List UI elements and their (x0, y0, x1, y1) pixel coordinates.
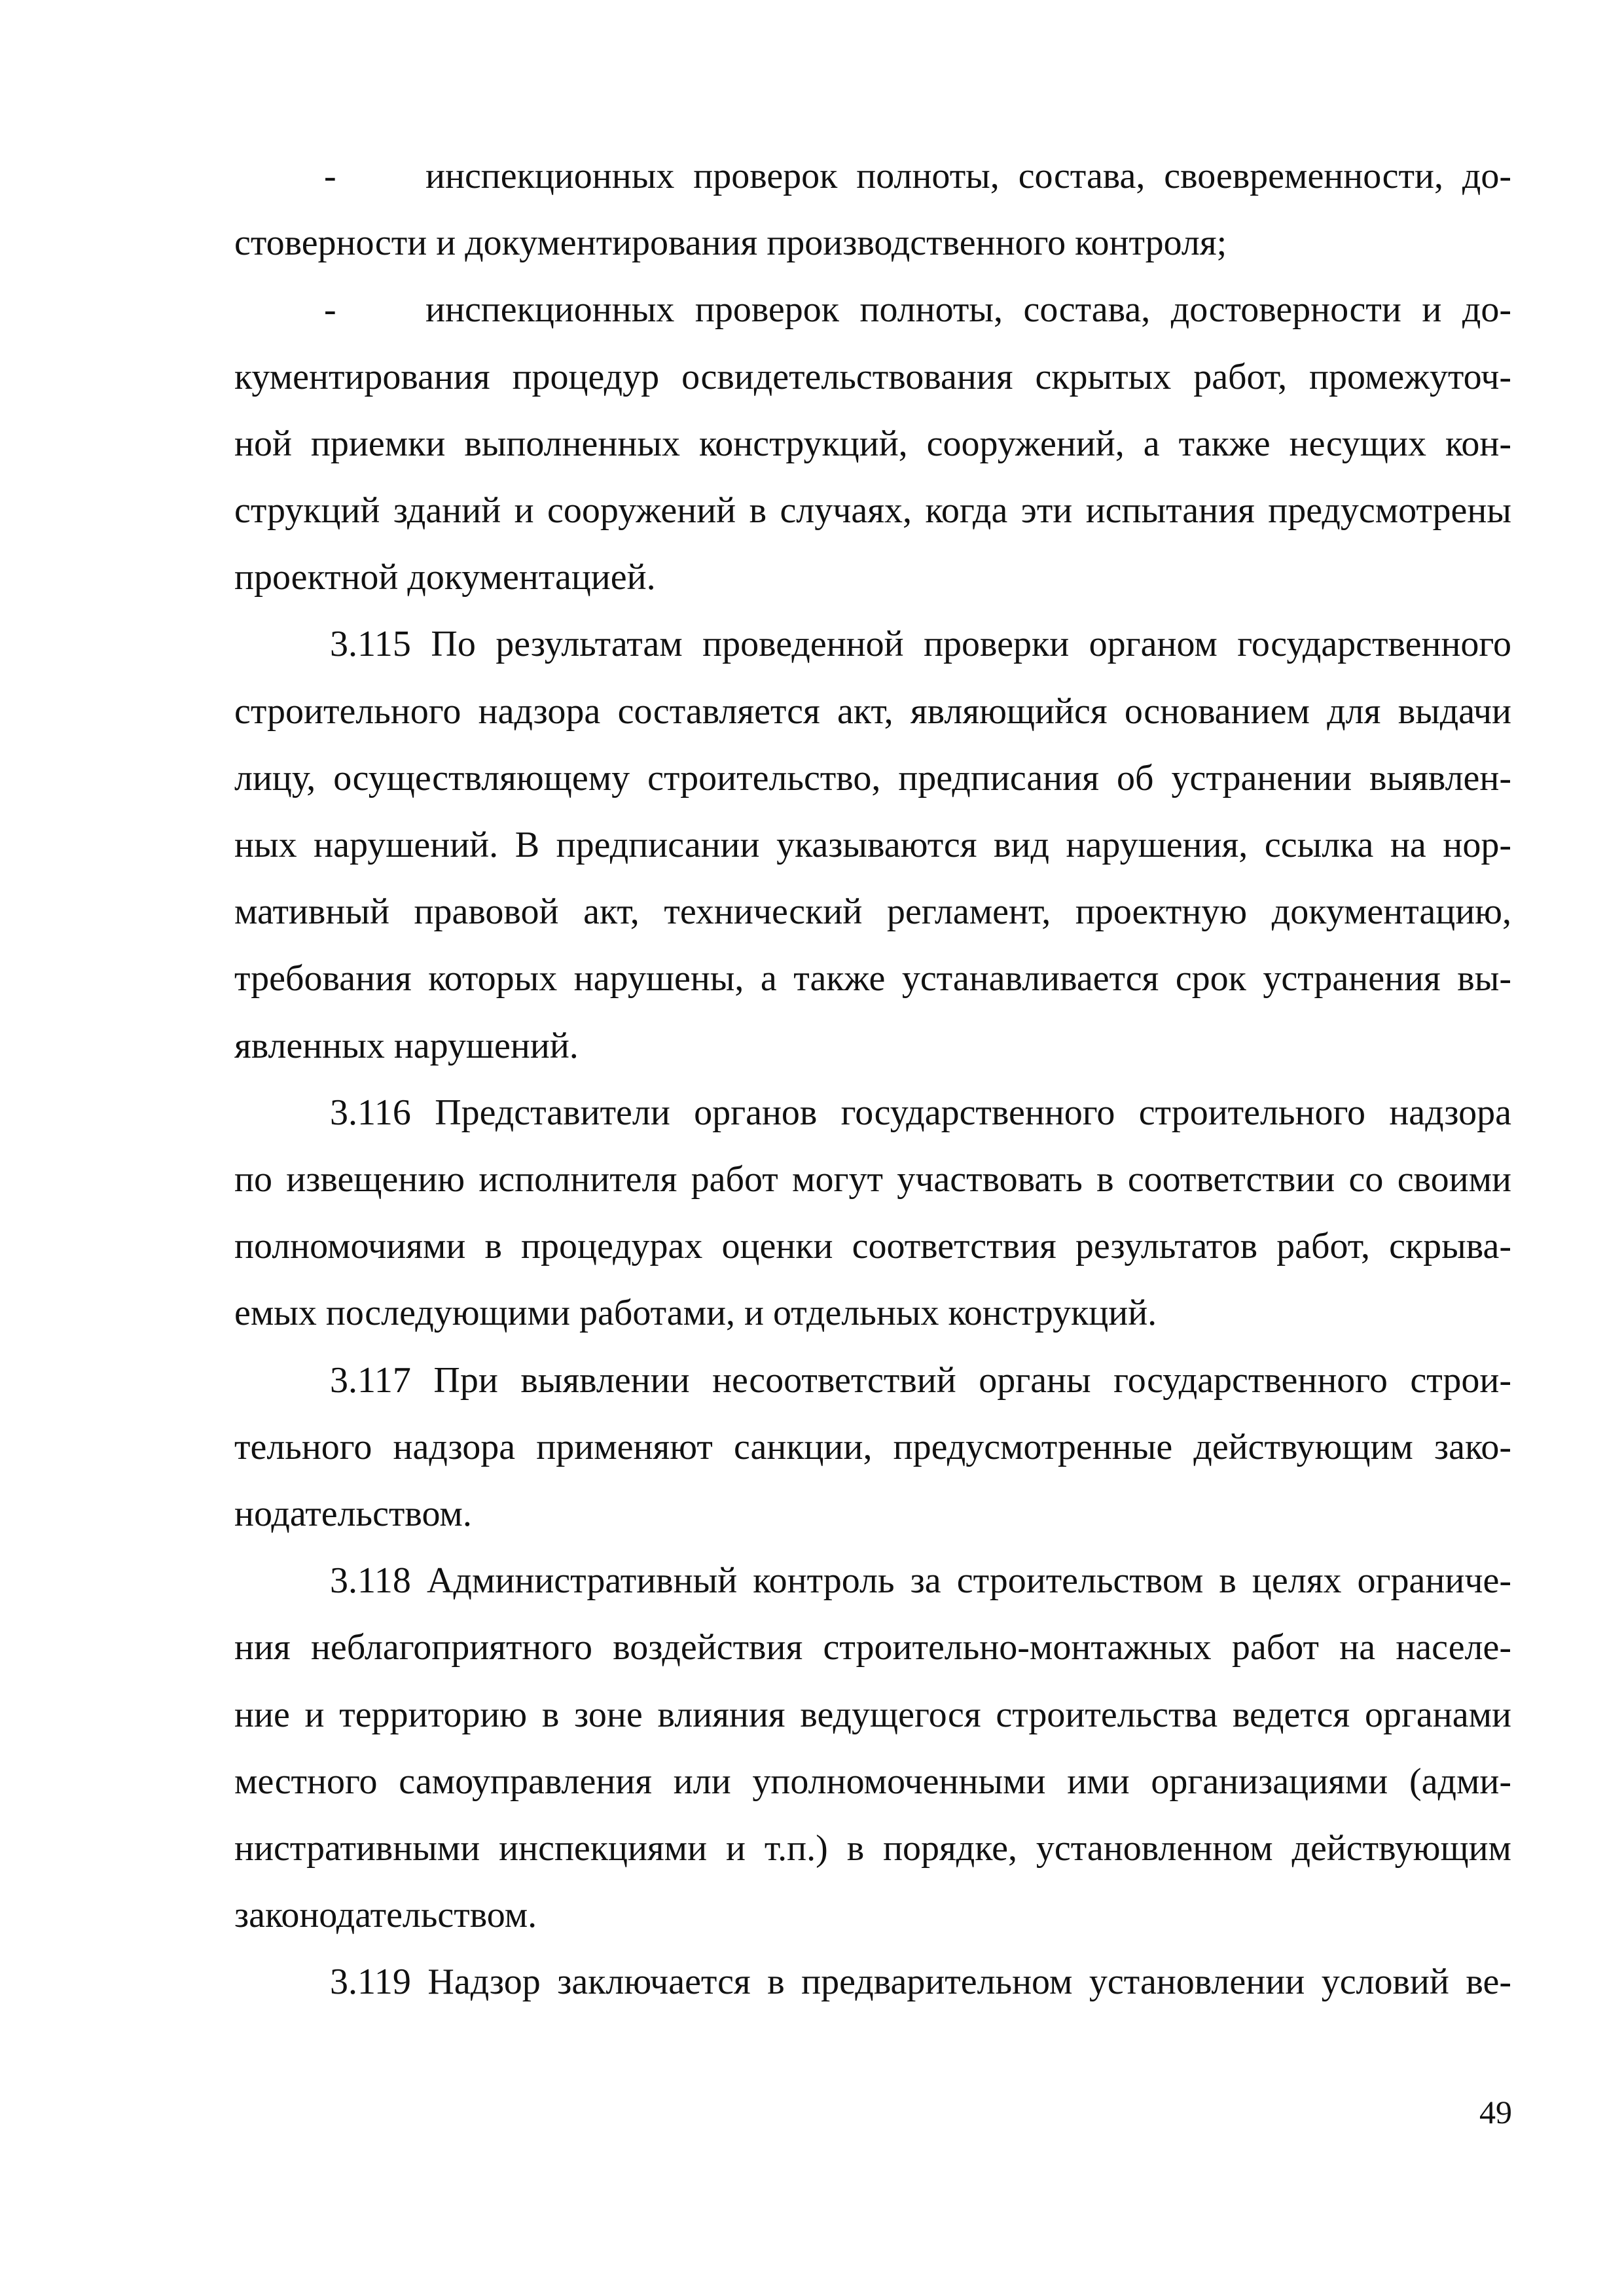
paragraph-line: емых последующими работами, и отдельных конструкций. (234, 1293, 1157, 1334)
bullet-line: стоверности и документирования производственного контроля; (234, 223, 1227, 264)
paragraph-line: полномочиями в процедурах оценки соответствия результатов работ, скрыва- (234, 1226, 1511, 1267)
bullet-line: струкций зданий и сооружений в случаях, когда эти испытания предусмотрены (234, 490, 1511, 531)
bullet-line (234, 276, 1511, 343)
paragraph-line: нодательством. (234, 1494, 472, 1535)
paragraph-line: строительного надзора составляется акт, являющийся основанием для выдачи (234, 691, 1511, 732)
paragraph-line: 3.116 Представители органов государственного строительного надзора (330, 1092, 1511, 1133)
paragraph-3-118 (234, 1547, 1511, 1948)
paragraph-line: ние и территорию в зоне влияния ведущегося строительства ведется органами (234, 1694, 1511, 1735)
paragraph-line: явленных нарушений. (234, 1025, 579, 1066)
paragraph-line: 3.119 Надзор заключается в предварительном установлении условий ве- (330, 1962, 1511, 2003)
page-number: 49 (1479, 2094, 1512, 2130)
paragraph-line: по извещению исполнителя работ могут участвовать в соответствии со своими (234, 1159, 1511, 1200)
paragraph-3-117 (234, 1347, 1511, 1548)
paragraph-line: нистративными инспекциями и т.п.) в порядке, установленном действующим (234, 1828, 1511, 1869)
bullet-marker: - (324, 289, 336, 331)
paragraph-line: 3.117 При выявлении несоответствий органы государственного строи- (330, 1359, 1511, 1401)
paragraph-line: мативный правовой акт, технический регламент, проектную документацию, (234, 891, 1511, 933)
paragraph-line: требования которых нарушены, а также устанавливается срок устранения вы- (234, 958, 1511, 999)
bullet-line: кументирования процедур освидетельствования скрытых работ, промежуточ- (234, 356, 1511, 397)
paragraph-3-119 (234, 1948, 1511, 2015)
bullet-text: инспекционных проверок полноты, состава, достоверности и до- (425, 289, 1511, 331)
body-text (234, 143, 1511, 2016)
paragraph-3-115 (234, 611, 1511, 1079)
paragraph-line: местного самоуправления или уполномоченными ими организациями (адми- (234, 1761, 1511, 1802)
paragraph-line: ния неблагоприятного воздействия строительно-монтажных работ на населе- (234, 1627, 1511, 1668)
bullet-line: проектной документацией. (234, 557, 656, 598)
bullet-line: ной приемки выполненных конструкций, сооружений, а также несущих кон- (234, 423, 1511, 464)
paragraph-3-116 (234, 1079, 1511, 1347)
paragraph-line: законодательством. (234, 1895, 537, 1936)
paragraph-line: 3.115 По результатам проведенной проверки органом государственного (330, 624, 1511, 665)
bullet-item-1 (234, 143, 1511, 276)
paragraph-line: тельного надзора применяют санкции, предусмотренные действующим зако- (234, 1426, 1511, 1467)
bullet-line (234, 143, 1511, 209)
bullet-text: инспекционных проверок полноты, состава, своевременности, до- (425, 156, 1511, 196)
paragraph-line: 3.118 Административный контроль за строительством в целях ограниче- (330, 1560, 1511, 1602)
paragraph-line: ных нарушений. В предписании указываются вид нарушения, ссылка на нор- (234, 825, 1511, 866)
bullet-item-2 (234, 276, 1511, 611)
paragraph-line: лицу, осуществляющему строительство, предписания об устранении выявлен- (234, 757, 1511, 798)
bullet-marker: - (324, 156, 336, 196)
